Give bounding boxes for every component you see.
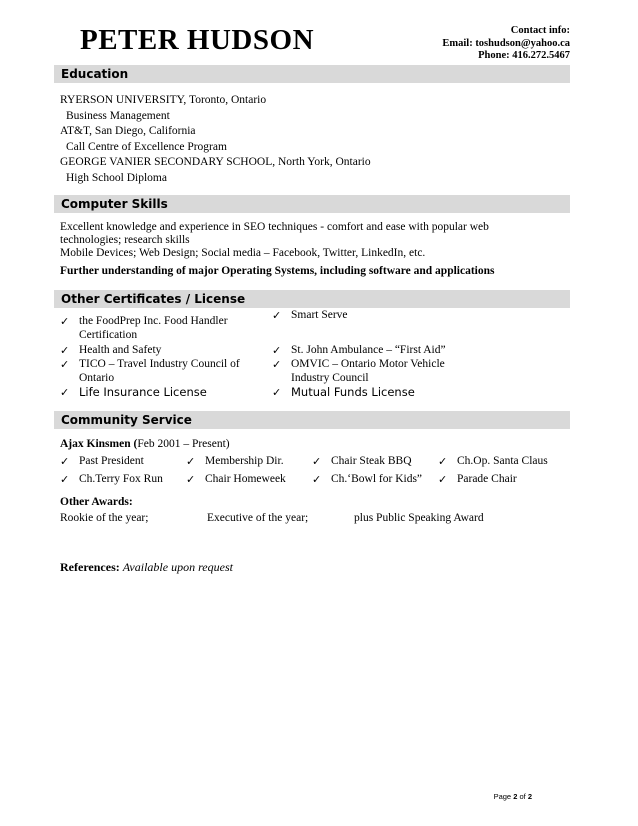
check-icon: ✓ [272,387,282,399]
contact-block [442,25,570,63]
org-name: Ajax Kinsmen ( [60,438,138,450]
skills-line: Excellent knowledge and experience in SEO techniques - comfort and ease with popular web [60,221,489,233]
page-number [494,792,532,801]
candidate-name: PETER HUDSON [80,24,315,56]
skills-line: Mobile Devices; Web Design; Social media – Facebook, Twitter, LinkedIn, etc. [60,247,426,259]
certificate-item: Life Insurance License [79,385,207,399]
award-item: Rookie of the year; [60,512,149,524]
education-heading: Education [54,65,570,83]
check-icon: ✓ [60,474,70,486]
certificate-item: Industry Council [291,372,369,384]
community-role: Past President [79,455,144,467]
org-dates: Feb 2001 – Present) [137,438,230,450]
community-role: Chair Steak BBQ [331,455,412,467]
contact-phone: Phone: 416.272.5467 [478,50,570,61]
check-icon: ✓ [60,387,70,399]
check-icon: ✓ [312,474,322,486]
community-role: Parade Chair [457,473,517,485]
certificate-item: Ontario [79,372,115,384]
check-icon: ✓ [60,456,70,468]
check-icon: ✓ [272,345,282,357]
check-icon: ✓ [186,456,196,468]
certificate-item: Health and Safety [79,344,162,356]
certificate-item: Smart Serve [291,309,348,321]
award-item: Executive of the year; [207,512,309,524]
certificate-item: Certification [79,329,138,341]
education-line: Call Centre of Excellence Program [66,141,227,153]
check-icon: ✓ [186,474,196,486]
references-value: Available upon request [122,560,233,574]
page-total: 2 [527,792,532,801]
community-role: Ch.Op. Santa Claus [457,455,548,467]
check-icon: ✓ [60,316,70,328]
certificate-item: Mutual Funds License [291,385,415,399]
community-org [60,438,230,450]
contact-email: Email: toshudson@yahoo.ca [442,37,570,49]
skills-line-bold: Further understanding of major Operating Systems, including software and applications [60,265,495,277]
awards-heading: Other Awards: [60,496,133,508]
community-role: Membership Dir. [205,455,284,467]
references-label: References: [60,560,120,574]
certificate-item: TICO – Travel Industry Council of [79,358,240,370]
community-role: Chair Homeweek [205,473,286,485]
education-line: RYERSON UNIVERSITY, Toronto, Ontario [60,94,267,106]
computer-skills-heading: Computer Skills [54,195,570,213]
skills-line: technologies; research skills [60,234,190,246]
check-icon: ✓ [312,456,322,468]
references-line [60,560,233,575]
check-icon: ✓ [272,359,282,371]
page-prefix: Page [493,792,512,801]
page-of: of [519,792,526,801]
contact-label: Contact info: [510,25,570,36]
education-line: High School Diploma [66,172,167,184]
community-heading: Community Service [54,411,570,429]
certificate-item: St. John Ambulance – “First Aid” [291,344,446,356]
check-icon: ✓ [438,474,448,486]
certificate-item: OMVIC – Ontario Motor Vehicle [291,358,445,370]
education-line: AT&T, San Diego, California [60,125,196,137]
certificates-heading: Other Certificates / License [54,290,570,308]
check-icon: ✓ [438,456,448,468]
page-current: 2 [513,792,518,801]
check-icon: ✓ [60,345,70,357]
education-line: Business Management [66,110,170,122]
check-icon: ✓ [272,310,282,322]
community-role: Ch.‘Bowl for Kids” [331,473,423,485]
education-line: GEORGE VANIER SECONDARY SCHOOL, North York, Ontario [60,156,371,168]
certificate-item: the FoodPrep Inc. Food Handler [79,315,228,327]
check-icon: ✓ [60,359,70,371]
award-item: plus Public Speaking Award [354,512,484,524]
community-role: Ch.Terry Fox Run [79,473,163,485]
